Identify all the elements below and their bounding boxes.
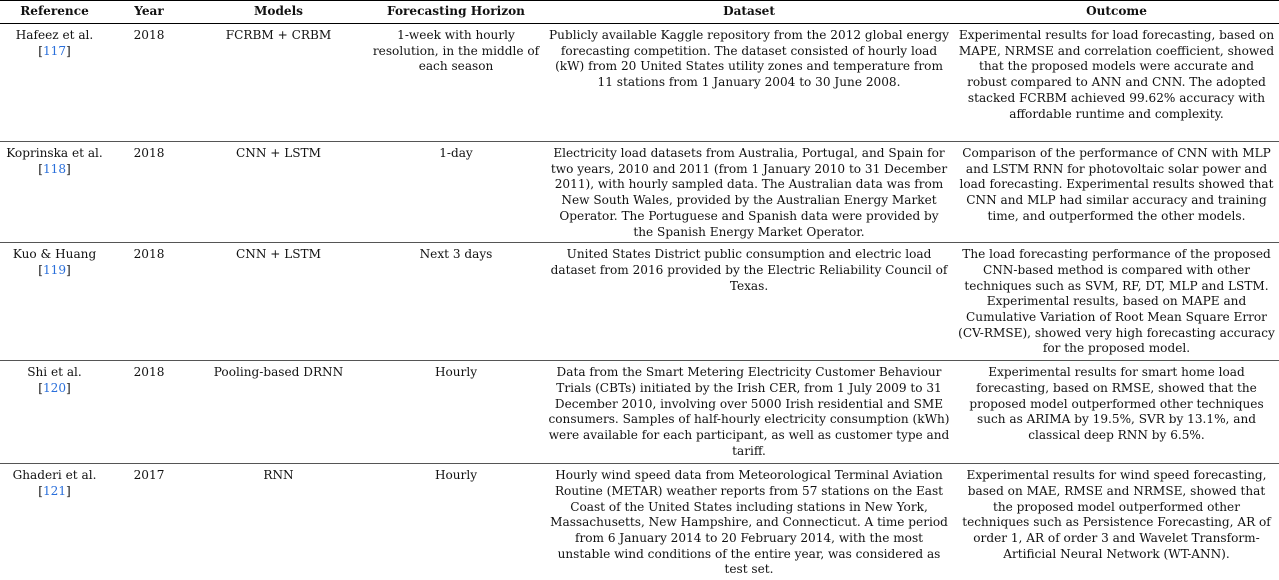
col-header-horizon: Forecasting Horizon <box>368 1 544 24</box>
table-row <box>0 142 1279 243</box>
citation-link[interactable]: 118 <box>42 161 67 176</box>
outcome-cell: Experimental results for smart home load forecasting, based on RMSE, showed that the proposed model outperformed other techniques such as ARIMA by 19.5%, SVR by 13.1%, and classical deep RNN by 6.5%. <box>954 361 1279 464</box>
citation-link[interactable]: 120 <box>42 380 67 395</box>
author-name: Shi et al. <box>27 365 82 380</box>
models-cell: FCRBM + CRBM <box>189 24 368 142</box>
table-row <box>0 243 1279 361</box>
table-row <box>0 24 1279 142</box>
dataset-cell: Hourly wind speed data from Meteorological Terminal Aviation Routine (METAR) weather reports from 57 stations on the East Coast of the United States including stations in New York, Massachusetts, New Hampshire, and Connecticut. A time period from 6 January 2014 to 20 February 2014, with the most unstable wind conditions of the entire year, was considered as test set. <box>550 468 948 577</box>
dataset-cell: United States District public consumption and electric load dataset from 2016 provided by the Electric Reliability Council of Texas. <box>544 243 954 361</box>
reference-cell: Hafeez et al. [117] <box>0 24 109 142</box>
year-cell: 2018 <box>109 142 189 243</box>
models-cell: CNN + LSTM <box>189 243 368 361</box>
dataset-cell: Data from the Smart Metering Electricity Customer Behaviour Trials (CBTs) initiated by the Irish CER, from 1 July 2009 to 31 December 2010, involving over 5000 Irish residential and SME consumers. Samples of half-hourly electricity consumption (kWh) were available for each participant, as well as customer type and tariff. <box>544 361 954 464</box>
citation-link[interactable]: 121 <box>42 483 67 498</box>
author-name: Koprinska et al. <box>6 146 103 160</box>
models-cell: CNN + LSTM <box>189 142 368 243</box>
reference-cell: Ghaderi et al. [121] <box>12 468 97 498</box>
col-header-year: Year <box>109 1 189 24</box>
author-name: Ghaderi et al. <box>12 468 97 483</box>
outcome-cell: Experimental results for load forecasting, based on MAPE, NRMSE and correlation coefficient, showed that the proposed models were accurate and robust compared to ANN and CNN. The adopted stacked FCRBM achieved 99.62% accuracy with affordable runtime and complexity. <box>954 24 1279 142</box>
citation-link[interactable]: 117 <box>42 43 67 58</box>
col-header-outcome: Outcome <box>954 1 1279 24</box>
col-header-reference: Reference <box>0 1 109 24</box>
reference-cell: Kuo & Huang [119] <box>0 243 109 361</box>
citation-link[interactable]: 119 <box>42 262 67 277</box>
table-row <box>0 361 1279 464</box>
year-cell: 2017 <box>133 468 165 483</box>
horizon-cell: 1-day <box>368 142 544 243</box>
horizon-cell: 1-week with hourly resolution, in the middle of each season <box>368 24 544 142</box>
outcome-cell: Comparison of the performance of CNN with MLP and LSTM RNN for photovoltaic solar power and load forecasting. Experimental results showed that CNN and MLP had similar accuracy and training time, and outperformed the other models. <box>954 142 1279 243</box>
year-cell: 2018 <box>109 243 189 361</box>
horizon-cell: Next 3 days <box>368 243 544 361</box>
year-cell: 2018 <box>109 361 189 464</box>
reference-cell: Koprinska et al. [118] <box>0 142 109 243</box>
dataset-cell: Electricity load datasets from Australia, Portugal, and Spain for two years, 2010 and 2011 (from 1 January 2010 to 31 December 2011), with hourly sampled data. The Australian data was from New South Wales, provided by the Australian Energy Market Operator. The Portuguese and Spanish data were provided by the Spanish Energy Market Operator. <box>544 142 954 243</box>
horizon-cell: Hourly <box>434 468 478 483</box>
col-header-models: Models <box>189 1 368 24</box>
col-header-dataset: Dataset <box>544 1 954 24</box>
models-cell: Pooling-based DRNN <box>189 361 368 464</box>
horizon-cell: Hourly <box>368 361 544 464</box>
reference-cell: Shi et al. [120] <box>0 361 109 464</box>
models-cell: RNN <box>263 468 294 483</box>
outcome-cell: Experimental results for wind speed forecasting, based on MAE, RMSE and NRMSE, showed that the proposed model outperformed other techniques such as Persistence Forecasting, AR of order 1, AR of order 3 and Wavelet Transform-Artificial Neural Network (WT-ANN). <box>962 468 1271 561</box>
author-name: Hafeez et al. <box>15 28 94 42</box>
table-row <box>0 464 1279 580</box>
outcome-cell: The load forecasting performance of the proposed CNN-based method is compared with other techniques such as SVM, RF, DT, MLP and LSTM. Experimental results, based on MAPE and Cumulative Variation of Root Mean Square Error (CV-RMSE), showed very high forecasting accuracy for the proposed model. <box>954 243 1279 361</box>
author-name: Kuo & Huang <box>12 247 97 262</box>
year-cell: 2018 <box>109 24 189 142</box>
header-row <box>0 1 1279 24</box>
dataset-cell: Publicly available Kaggle repository from the 2012 global energy forecasting competition. The dataset consisted of hourly load (kW) from 20 United States utility zones and temperature from 11 stations from 1 January 2004 to 30 June 2008. <box>544 24 954 142</box>
